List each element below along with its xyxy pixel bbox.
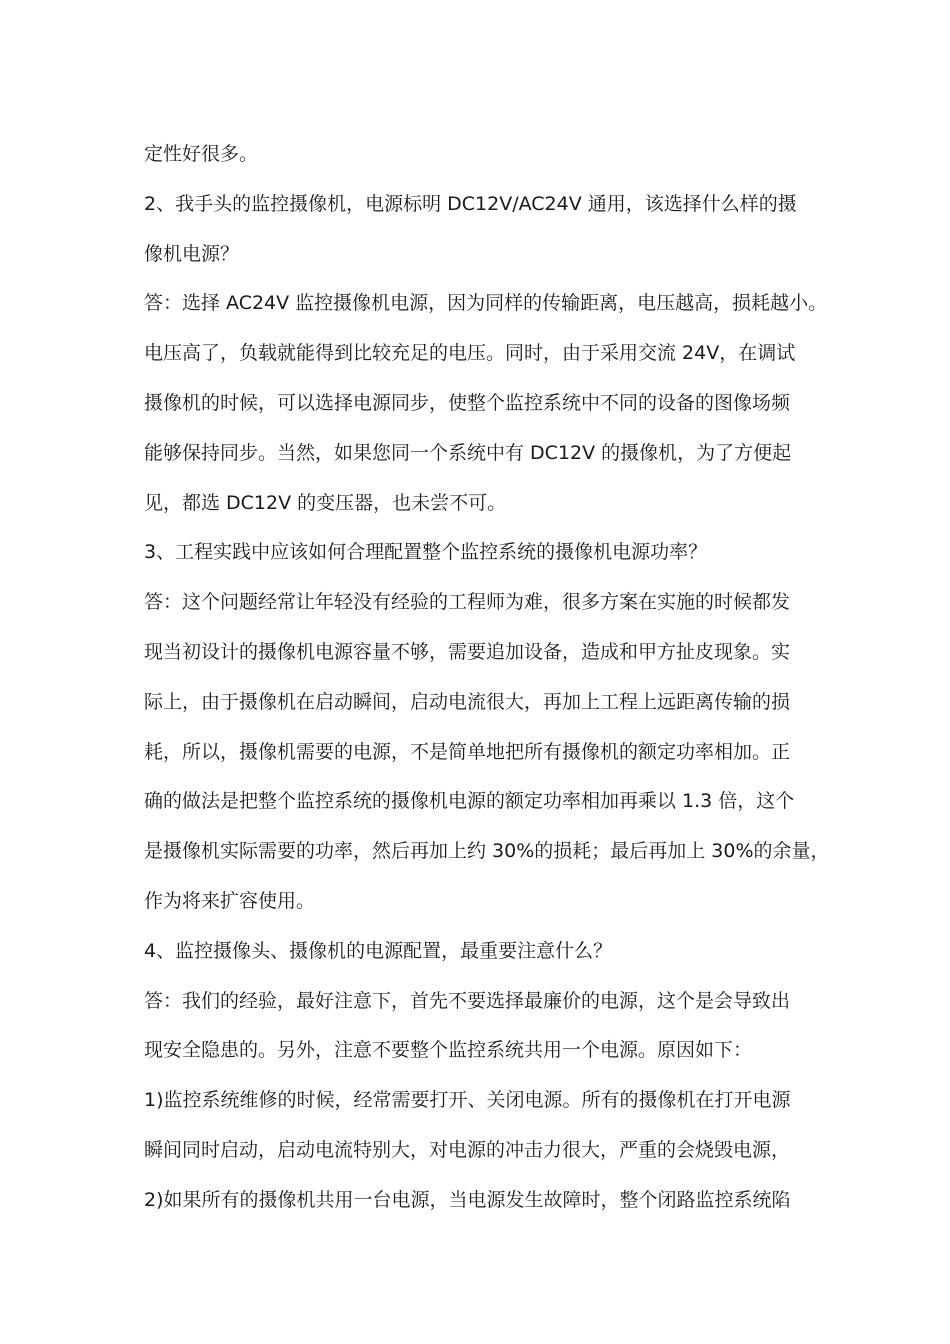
answer-2-line: 摄像机的时候，可以选择电源同步，使整个监控系统中不同的设备的图像场频 <box>144 391 791 414</box>
answer-4-line: 答：我们的经验，最好注意下，首先不要选择最廉价的电源，这个是会导致出 <box>144 989 791 1012</box>
text-line: 定性好很多。 <box>144 143 259 165</box>
answer-3-line: 现当初设计的摄像机电源容量不够，需要追加设备，造成和甲方扯皮现象。实 <box>144 640 791 663</box>
answer-2-line: 能够保持同步。当然，如果您同一个系统中有 DC12V 的摄像机，为了方便起 <box>144 441 792 464</box>
answer-2-line: 答：选择 AC24V 监控摄像机电源，因为同样的传输距离，电压越高，损耗越小。 <box>144 292 828 315</box>
answer-3-line: 答：这个问题经常让年轻没有经验的工程师为难，很多方案在实施的时候都发 <box>144 591 791 614</box>
list-item-1-line: 瞬间同时启动，启动电流特别大，对电源的冲击力很大，严重的会烧毁电源， <box>144 1138 791 1161</box>
document-body <box>144 130 834 1226</box>
answer-3-line: 耗，所以，摄像机需要的电源，不是简单地把所有摄像机的额定功率相加。正 <box>144 740 791 763</box>
question-3-line: 3、工程实践中应该如何合理配置整个监控系统的摄像机电源功率？ <box>144 541 708 564</box>
answer-3-line: 是摄像机实际需要的功率，然后再加上约 30%的损耗；最后再加上 30%的余量， <box>144 840 830 863</box>
answer-3-line: 确的做法是把整个监控系统的摄像机电源的额定功率相加再乘以 1.3 倍，这个 <box>144 790 795 813</box>
answer-3-line: 作为将来扩容使用。 <box>144 889 316 912</box>
list-item-2-line: 2)如果所有的摄像机共用一台电源，当电源发生故障时，整个闭路监控系统陷 <box>144 1188 791 1211</box>
question-2-line: 像机电源？ <box>144 242 240 265</box>
question-4-line: 4、监控摄像头、摄像机的电源配置，最重要注意什么？ <box>144 939 613 962</box>
answer-3-line: 际上，由于摄像机在启动瞬间，启动电流很大，再加上工程上远距离传输的损 <box>144 690 791 713</box>
list-item-1-line: 1)监控系统维修的时候，经常需要打开、关闭电源。所有的摄像机在打开电源 <box>144 1089 791 1112</box>
answer-2-line: 见，都选 DC12V 的变压器，也未尝不可。 <box>144 491 507 514</box>
answer-2-line: 电压高了，负载就能得到比较充足的电压。同时，由于采用交流 24V，在调试 <box>144 342 796 365</box>
answer-4-line: 现安全隐患的。另外，注意不要整个监控系统共用一个电源。原因如下： <box>144 1039 753 1062</box>
question-2-line: 2、我手头的监控摄像机，电源标明 DC12V/AC24V 通用，该选择什么样的摄 <box>144 192 797 215</box>
